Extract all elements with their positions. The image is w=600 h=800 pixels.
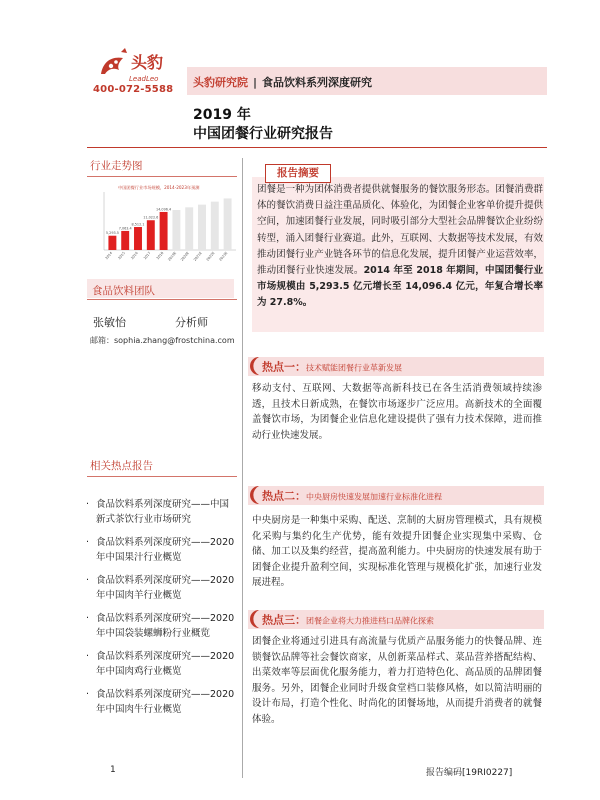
related-report-title: 食品饮料系列深度研究——2020 年中国果汁行业概览	[96, 537, 235, 563]
related-report-list	[86, 497, 238, 725]
phone-number: 400-072-5588	[93, 84, 174, 95]
related-section-rule	[87, 476, 237, 477]
page-number: 1	[110, 765, 116, 775]
hotspot-marker-icon	[250, 355, 262, 377]
hotspot-1-text: 移动支付、互联网、大数据等高新科技已在各生活消费领域持续渗透，且技术日新成熟，在餐饮市场逐步广泛应用。高新技术的全面覆盖餐饮市场，为团餐企业信息化建设提供了强有力技术保障，进而推动行业快速发展。	[252, 383, 542, 441]
header-divider	[87, 147, 547, 148]
leopard-logo-icon	[101, 48, 127, 74]
hotspot-1-subtitle: 技术赋能团餐行业革新发展	[306, 363, 402, 373]
trend-section-title: 行业走势图	[90, 160, 143, 172]
chart-bar-2015	[121, 231, 129, 250]
analyst-name: 张敏怡	[93, 316, 126, 329]
chart-bar-label: 8,512.1	[131, 222, 145, 227]
bullet-icon: ·	[86, 499, 90, 510]
org-name: 头豹研究院	[193, 76, 248, 89]
related-report-title: 食品饮料系列深度研究——2020 年中国肉牛行业概览	[96, 689, 235, 715]
chart-bar-label: 11,022.6	[143, 215, 159, 220]
hotspot-3-text: 团餐企业将通过引进具有高流量与优质产品服务能力的快餐品牌、连锁餐饮品牌等社会餐饮商家，从创新菜品样式、菜品营养搭配结构、出菜效率等层面优化服务能力，着力打造特色化、高品质的品牌团餐服务。另外，团餐企业同时升级食堂档口装修风格，如以简洁明丽的设计布局，打造个性化、时尚化的团餐场地，从而提升消费者的就餐体验。	[252, 636, 542, 725]
leadleo-logo	[95, 44, 175, 88]
chart-x-tick-label: 2019E	[167, 251, 178, 262]
series-name: 食品饮料系列深度研究	[262, 76, 373, 89]
report-title: 中国团餐行业研究报告	[193, 126, 333, 142]
hotspot-1-header	[250, 355, 402, 377]
chart-bars	[105, 198, 232, 261]
chart-bar-2018	[160, 212, 168, 250]
series-header	[193, 74, 372, 90]
chart-x-tick-label: 2018	[155, 251, 165, 261]
column-divider	[242, 158, 243, 778]
bullet-icon: ·	[86, 575, 90, 586]
chart-bar-2021E	[198, 205, 206, 250]
hotspot-3-subtitle: 团餐企业将大力推进档口品牌化探索	[306, 616, 434, 626]
chart-x-tick-label: 2015	[117, 251, 126, 261]
logo-cn-text: 头豹	[131, 53, 164, 72]
related-report-title: 食品饮料系列深度研究——2020 年中国袋装螺蛳粉行业概览	[96, 613, 235, 639]
chart-bar-2020E	[185, 207, 193, 250]
hotspot-3-header	[250, 608, 434, 630]
analyst-email[interactable]: 邮箱：sophia.zhang@frostchina.com	[90, 336, 235, 345]
related-report-item[interactable]	[86, 535, 238, 565]
header-separator: |	[253, 76, 258, 89]
abstract-body: 团餐是一种为团体消费者提供就餐服务的餐饮服务形态。团餐消费群体的餐饮消费日益注重品质化、体验化，为团餐企业客单价提升提供空间，加速团餐行业发展，同时吸引部分大型社会品牌餐饮企业纷纷转型，涌入团餐行业赛道。此外，互联网、大数据等技术发展，有效推动团餐行业产业链各环节的信息化发展，提升团餐产业运营效率，推动团餐行业快速发展。	[257, 184, 543, 277]
chart-x-tick-label: 2020E	[179, 251, 190, 262]
chart-bar-label: 5,293.5	[105, 231, 119, 236]
related-section-title: 相关热点报告	[90, 460, 153, 472]
hotspot-2-subtitle: 中央厨房快速发展加速行业标准化进程	[306, 492, 442, 502]
hotspot-2-text: 中央厨房是一种集中采购、配送、烹制的大厨房管理模式，具有规模化采购与集约化生产优势，能有效提升团餐企业实现集中采购、仓储、加工以及集约经营，提高盈利能力。中央厨房的快速发展有助于团餐企业提升盈利空间，实现标准化管理与规模化扩张，加速行业发展进程。	[252, 515, 542, 588]
chart-bar-2019E	[172, 210, 180, 250]
related-report-title: 食品饮料系列深度研究——2020 年中国肉鸡行业概览	[96, 651, 235, 677]
related-report-item[interactable]	[86, 573, 238, 603]
logo-en-text: LeadLeo	[129, 75, 159, 83]
abstract-tag-label: 报告摘要	[277, 167, 319, 179]
hotspot-marker-icon	[250, 608, 262, 630]
bullet-icon: ·	[86, 613, 90, 624]
chart-x-tick-label: 2022E	[205, 251, 216, 262]
hotspot-2-label: 热点二：	[262, 489, 306, 503]
abstract-tag	[265, 164, 331, 183]
chart-bar-2023E	[224, 198, 232, 250]
hotspot-1-label: 热点一：	[262, 360, 306, 374]
hotspot-3-label: 热点三：	[262, 613, 306, 627]
chart-bar-2017	[147, 220, 155, 250]
hotspot-2-header	[250, 484, 442, 506]
trend-section-rule	[87, 176, 237, 177]
report-code: 报告编码[19RI0227]	[426, 768, 513, 778]
related-report-title: 食品饮料系列深度研究——2020 年中国肉羊行业概览	[96, 575, 235, 601]
hotspot-marker-icon	[250, 484, 262, 506]
team-section-rule	[87, 299, 237, 300]
related-report-item[interactable]	[86, 649, 238, 679]
chart-bar-label: 14,096.4	[156, 207, 172, 212]
chart-bar-2022E	[211, 202, 219, 250]
chart-x-tick-label: 2021E	[192, 251, 203, 262]
chart-bar-2014	[108, 236, 116, 250]
chart-x-tick-label: 2016	[130, 251, 139, 261]
analyst-role: 分析师	[175, 316, 208, 329]
chart-x-tick-label: 2017	[142, 251, 152, 261]
chart-title: 中国团餐行业市场规模，2014-2023年预测	[118, 185, 200, 190]
trend-chart	[88, 182, 238, 264]
related-report-item[interactable]	[86, 611, 238, 641]
chart-bar-2016	[134, 227, 142, 250]
related-report-item[interactable]	[86, 497, 238, 527]
abstract-highlight: 2014 年至 2018 年期间，中国团餐行业市场规模由 5,293.5 亿元增长至 14,096.4 亿元，年复合增长率为 27.8%。	[257, 265, 543, 309]
abstract-text	[257, 182, 543, 312]
bullet-icon: ·	[86, 689, 90, 700]
report-year: 2019 年	[193, 107, 251, 123]
chart-x-tick-label: 2023E	[218, 251, 229, 262]
team-section-title: 食品饮料团队	[92, 285, 155, 297]
bullet-icon: ·	[86, 651, 90, 662]
related-report-title: 食品饮料系列深度研究——中国新式茶饮行业市场研究	[96, 499, 230, 525]
chart-bar-label: 7,063.4	[118, 226, 132, 231]
related-report-item[interactable]	[86, 687, 238, 717]
bullet-icon: ·	[86, 537, 90, 548]
chart-x-tick-label: 2014	[104, 251, 114, 261]
